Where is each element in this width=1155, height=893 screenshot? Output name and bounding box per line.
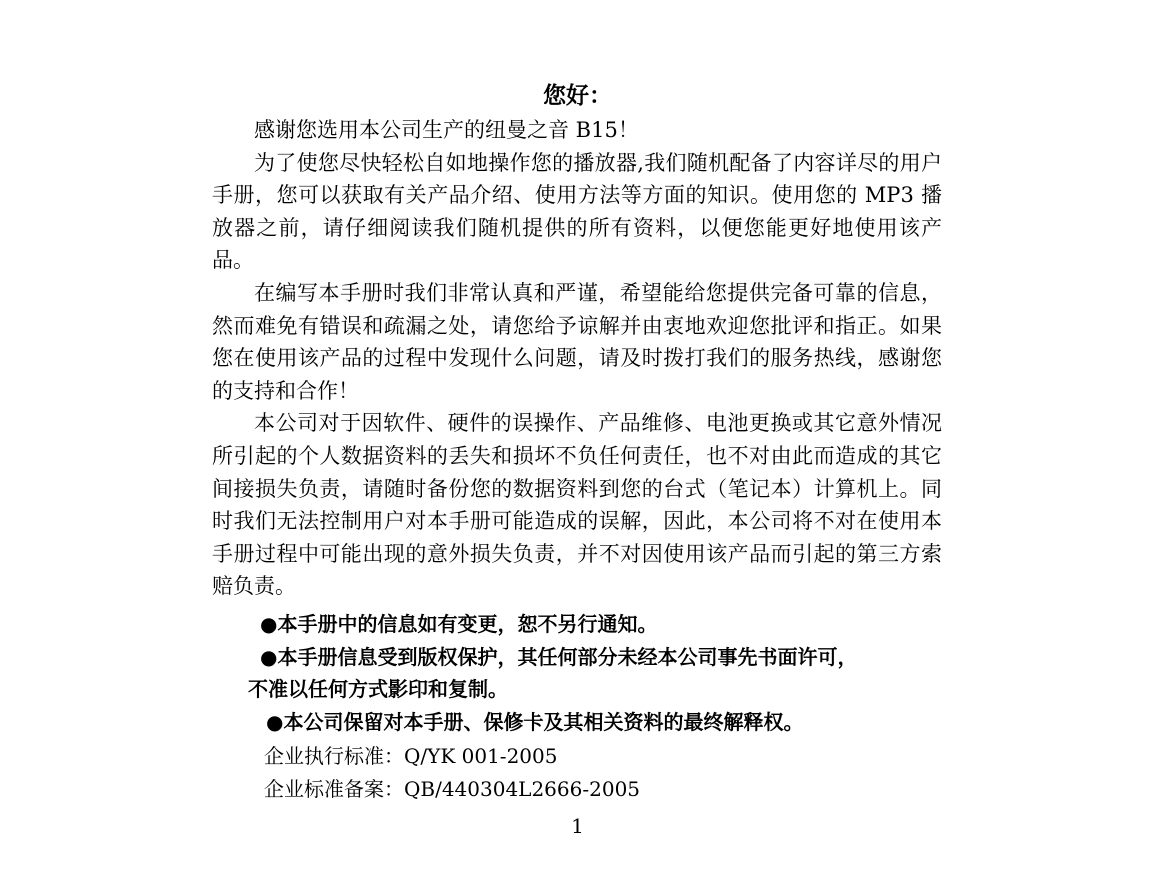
enterprise-standard: 企业执行标准：Q/YK 001-2005: [264, 744, 558, 768]
paragraph-manual-purpose: 为了使您尽快轻松自如地操作您的播放器,我们随机配备了内容详尽的用户手册，您可以获取有关产品介绍、使用方法等方面的知识。使用您的 MP3 播放器之前，请仔细阅读我们随机提供的所有资料，以便您能更好地使用该产品。: [212, 150, 942, 273]
notice-list: [248, 608, 948, 738]
notice-item: ●本手册中的信息如有变更，恕不另行通知。: [260, 612, 658, 636]
paragraph-thanks: 感谢您选用本公司生产的纽曼之音 B15！: [254, 118, 639, 142]
notice-item: ●本公司保留对本手册、保修卡及其相关资料的最终解释权。: [266, 709, 804, 734]
intro-body: [212, 114, 942, 603]
page-title: 您好：: [543, 83, 612, 109]
standard-record: 企业标准备案：QB/440304L2666-2005: [264, 777, 641, 801]
page-number: 1: [571, 814, 584, 838]
standards-block: [264, 740, 640, 806]
notice-item-continuation: 不准以任何方式影印和复制。: [248, 677, 508, 701]
paragraph-disclaimer: 本公司对于因软件、硬件的误操作、产品维修、电池更换或其它意外情况所引起的个人数据资料的丢失和损坏不负任何责任，也不对由此而造成的其它间接损失负责，请随时备份您的数据资料到您的台式（笔记本）计算机上。同时我们无法控制用户对本手册可能造成的误解，因此，本公司将不对在使用本手册过程中可能出现的意外损失负责，并不对因使用该产品而引起的第三方索赔负责。: [212, 411, 942, 599]
paragraph-feedback: 在编写本手册时我们非常认真和严谨，希望能给您提供完备可靠的信息，然而难免有错误和疏漏之处，请您给予谅解并由衷地欢迎您批评和指正。如果您在使用该产品的过程中发现什么问题，请及时拨打我们的服务热线，感谢您的支持和合作！: [212, 280, 942, 403]
notice-item: ●本手册信息受到版权保护，其任何部分未经本公司事先书面许可，: [260, 644, 858, 669]
